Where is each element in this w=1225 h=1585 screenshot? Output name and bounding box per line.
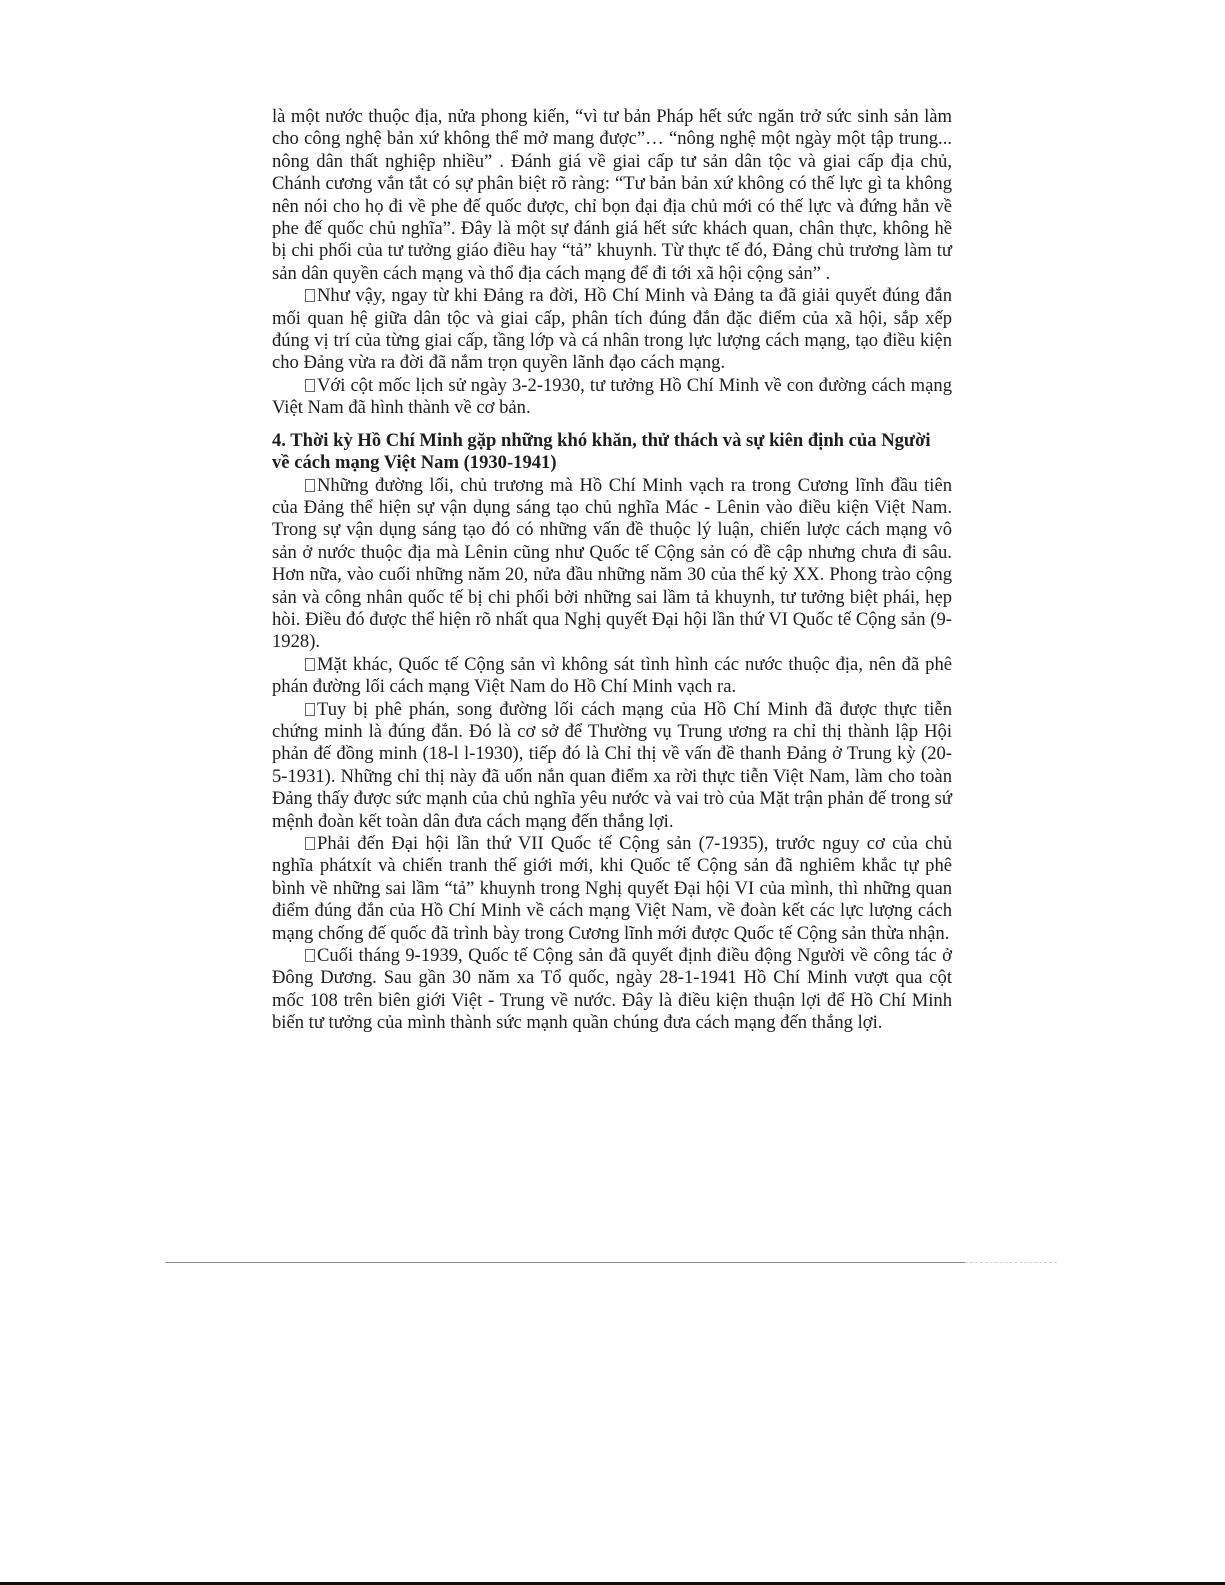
document-page xyxy=(272,106,952,1035)
missing-glyph-box-icon xyxy=(305,379,315,392)
paragraph-intro xyxy=(272,106,952,285)
section-paragraph xyxy=(272,699,952,833)
footer-divider-faint xyxy=(965,1262,1057,1263)
footer-divider xyxy=(165,1262,965,1263)
missing-glyph-box-icon xyxy=(305,703,315,716)
missing-glyph-box-icon xyxy=(305,289,315,302)
paragraph-text: Mặt khác, Quốc tế Cộng sản vì không sát tình hình các nước thuộc địa, nên đã phê phán đường lối cách mạng Việt Nam do Hồ Chí Minh vạch ra. xyxy=(272,653,952,698)
paragraph-text: Phải đến Đại hội lần thứ VII Quốc tế Cộng sản (7-1935), trước nguy cơ của chủ nghĩa phátxít và chiến tranh thế giới mới, khi Quốc tế Cộng sản đã nghiêm khắc tự phê bình về những sai lầm “tả” khuynh trong Nghị quyết Đại hội VI của mình, thì những quan điểm đúng đắn của Hồ Chí Minh về cách mạng Việt Nam, về đoàn kết các lực lượng cách mạng chống đế quốc đã trình bày trong Cương lĩnh mới được Quốc tế Cộng sản thừa nhận. xyxy=(272,833,952,944)
missing-glyph-box-icon xyxy=(305,949,315,962)
paragraph-text: Như vậy, ngay từ khi Đảng ra đời, Hồ Chí Minh và Đảng ta đã giải quyết đúng đắn mối quan hệ giữa dân tộc và giai cấp, phân tích đúng đắn đặc điểm của xã hội, sắp xếp đúng vị trí của từng giai cấp, tầng lớp và cá nhân trong lực lượng cách mạng, tạo điều kiện cho Đảng vừa ra đời đã nắm trọn quyền lãnh đạo cách mạng. xyxy=(272,285,952,374)
section-heading: 4. Thời kỳ Hồ Chí Minh gặp những khó khăn, thử thách và sự kiên định của Người về cách mạng Việt Nam (1930-1941) xyxy=(272,429,931,474)
paragraph-text: là một nước thuộc địa, nửa phong kiến, “vì tư bản Pháp hết sức ngăn trở sức sinh sản làm cho công nghệ bản xứ không thể mở mang được”… “nông nghệ một ngày một tập trung... nông dân thất nghiệp nhiều” . Đánh giá về giai cấp tư sản dân tộc và giai cấp địa chủ, Chánh cương vắn tắt có sự phân biệt rõ ràng: “Tư bản bản xứ không có thế lực gì ta không nên nói cho họ đi về phe đế quốc được, chỉ bọn đại địa chủ mới có thế lực và đứng hẳn về phe đế quốc chủ nghĩa”. Đây là một sự đánh giá hết sức khách quan, chân thực, không hề bị chi phối của tư tưởng giáo điều hay “tả” khuynh. Từ thực tế đó, Đảng chủ trương làm tư sản dân quyền cách mạng và thổ địa cách mạng để đi tới xã hội cộng sản” . xyxy=(272,106,952,284)
paragraph-text: Những đường lối, chủ trương mà Hồ Chí Minh vạch ra trong Cương lĩnh đầu tiên của Đảng thể hiện sự vận dụng sáng tạo chủ nghĩa Mác - Lênin vào điều kiện Việt Nam. Trong sự vận dụng sáng tạo đó có những vấn đề thuộc lý luận, chiến lược cách mạng vô sản ở nước thuộc địa mà Lênin cũng như Quốc tế Cộng sản có đề cập nhưng chưa đi sâu. Hơn nữa, vào cuối những năm 20, nửa đầu những năm 30 của thế kỷ XX. Phong trào cộng sản và công nhân quốc tế bị chi phối bởi những sai lầm tả khuynh, tư tưởng biệt phái, hẹp hòi. Điều đó được thể hiện rõ nhất qua Nghị quyết Đại hội lần thứ VI Quốc tế Cộng sản (9-1928). xyxy=(272,474,952,653)
section-paragraph xyxy=(272,945,952,1035)
missing-glyph-box-icon xyxy=(305,837,315,850)
section-paragraph xyxy=(272,654,952,699)
section-paragraph xyxy=(272,833,952,945)
missing-glyph-box-icon xyxy=(305,479,315,492)
paragraph-conclusion xyxy=(272,285,952,375)
paragraph-milestone xyxy=(272,375,952,420)
missing-glyph-box-icon xyxy=(305,658,315,671)
paragraph-text: Cuối tháng 9-1939, Quốc tế Cộng sản đã quyết định điều động Người về công tác ở Đông Dương. Sau gần 30 năm xa Tổ quốc, ngày 28-1-1941 Hồ Chí Minh vượt qua cột mốc 108 trên biên giới Việt - Trung về nước. Đây là điều kiện thuận lợi để Hồ Chí Minh biến tư tưởng của mình thành sức mạnh quần chúng đưa cách mạng đến thắng lợi. xyxy=(272,945,952,1034)
paragraph-text: Với cột mốc lịch sử ngày 3-2-1930, tư tưởng Hồ Chí Minh về con đường cách mạng Việt Nam đã hình thành về cơ bản. xyxy=(272,374,952,419)
paragraph-text: Tuy bị phê phán, song đường lối cách mạng của Hồ Chí Minh đã được thực tiễn chứng minh là đúng đắn. Đó là cơ sở để Thường vụ Trung ương ra chỉ thị thành lập Hội phản đế đồng minh (18-l l-1930), tiếp đó là Chỉ thị về vấn đề thanh Đảng ở Trung kỳ (20-5-1931). Những chỉ thị này đã uốn nắn quan điểm xa rời thực tiễn Việt Nam, làm cho toàn Đảng thấy được sức mạnh của chủ nghĩa yêu nước và vai trò của Mặt trận phản đế trong sứ mệnh đoàn kết toàn dân đưa cách mạng đến thắng lợi. xyxy=(272,698,952,832)
section-paragraph xyxy=(272,475,952,654)
